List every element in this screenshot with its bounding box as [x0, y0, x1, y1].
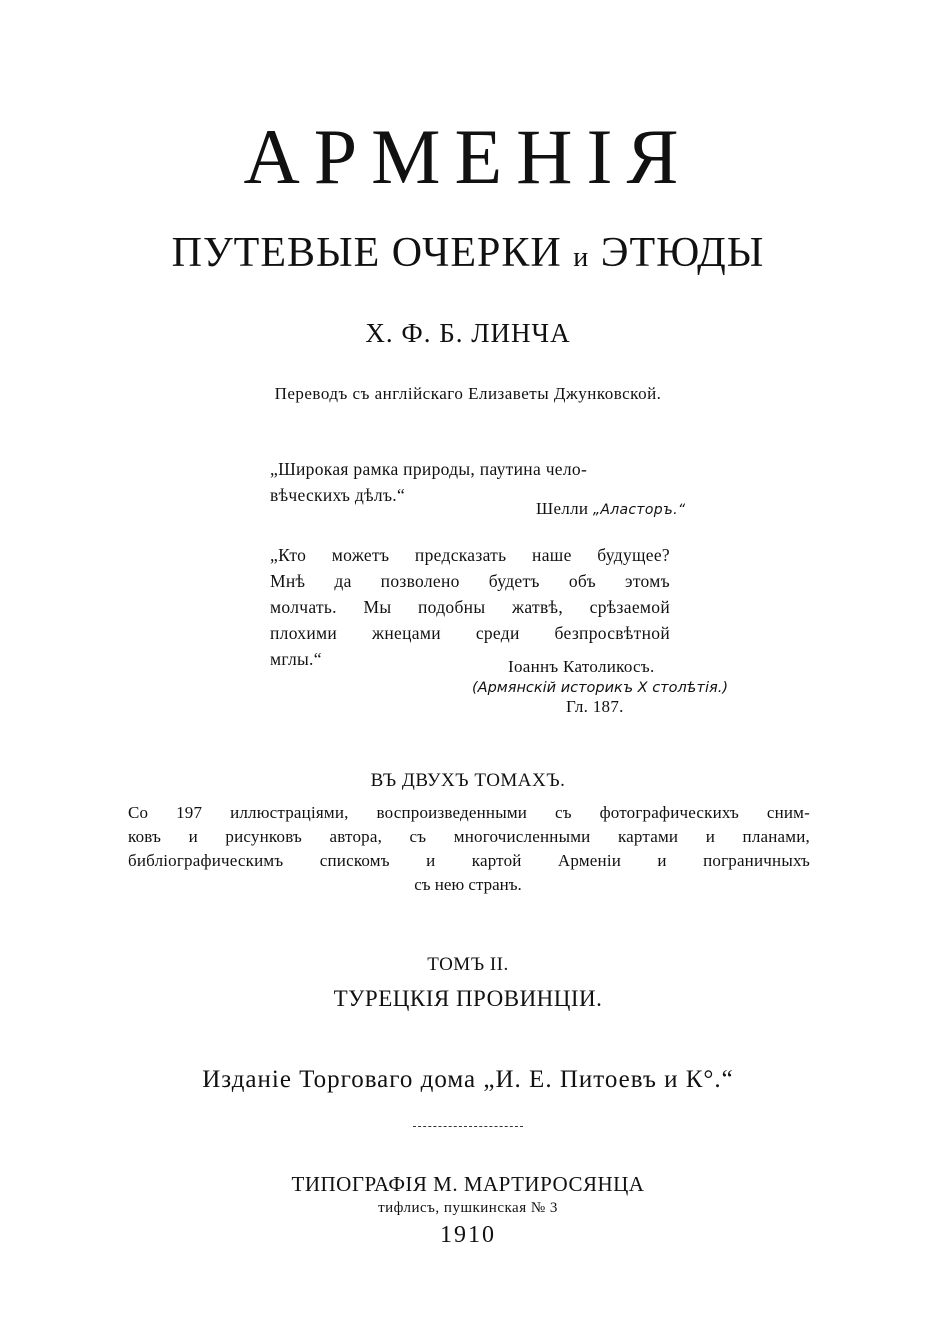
epigraph2-line-2: Мнѣ да позволено будетъ объ этомъ — [270, 571, 670, 591]
epigraph2-attribution-note: (Армянскiй историкъ X столѣтiя.) — [472, 680, 728, 696]
volume-title: ТУРЕЦКIЯ ПРОВИНЦIИ. — [333, 986, 603, 1011]
description-line-2: ковъ и рисунковъ автора, съ многочисленными картами и планами, — [128, 827, 810, 846]
description-line-4: съ нею странъ. — [414, 875, 522, 894]
printing-address: тифлисъ, пушкинская № 3 — [378, 1200, 558, 1216]
epigraph2-line-3: молчать. Мы подобны жатвѣ, срѣзаемой — [270, 597, 670, 617]
epigraph1-attribution-author: Шелли — [536, 499, 589, 518]
epigraph2-attribution-ref: Гл. 187. — [566, 697, 624, 716]
epigraph1-line-2: вѣческихъ дѣлъ.“ — [270, 485, 406, 505]
divider-rule — [413, 1126, 523, 1127]
book-title: АРМЕНIЯ — [243, 113, 693, 200]
epigraph1-attribution-work: „Аласторъ.“ — [592, 502, 686, 518]
epigraph2-line-1: „Кто можетъ предсказать наше будущее? — [270, 545, 670, 565]
epigraph2-line-5: мглы.“ — [270, 649, 322, 669]
book-subtitle — [0, 232, 936, 274]
subtitle-conjunction: и — [573, 242, 590, 273]
epigraph2-line-4: плохими жнецами среди безпросвѣтной — [270, 623, 670, 643]
epigraph1-attribution — [536, 496, 685, 523]
description-line-1: Со 197 иллюстрацiями, воспроизведенными съ фотографическихъ сним- — [128, 803, 810, 822]
publication-year: 1910 — [440, 1222, 496, 1248]
printing-house: ТИПОГРАФIЯ М. МАРТИРОСЯНЦА — [291, 1172, 645, 1196]
epigraph1-line-1: „Широкая рамка природы, паутина чело- — [270, 459, 588, 479]
author-name: Х. Ф. Б. ЛИНЧА — [365, 318, 571, 348]
subtitle-part1: ПУТЕВЫЕ ОЧЕРКИ — [171, 230, 562, 276]
subtitle-part2: ЭТЮДЫ — [600, 230, 765, 276]
volumes-note: ВЪ ДВУХЪ ТОМАХЪ. — [370, 770, 566, 791]
description-line-3: библiографическимъ спискомъ и картой Арменiи и пограничныхъ — [128, 851, 810, 870]
translator-credit: Переводъ съ англiйскаго Елизаветы Джунковской. — [274, 384, 662, 403]
publisher-line — [0, 1066, 936, 1094]
publisher-prefix: Изданiе Торговаго дома — [202, 1066, 477, 1093]
epigraph2-attribution-author: Iоаннъ Католикосъ. — [508, 657, 655, 676]
publisher-name: „И. Е. Питоевъ и К°.“ — [483, 1066, 734, 1093]
volume-number: ТОМЪ II. — [427, 954, 509, 975]
